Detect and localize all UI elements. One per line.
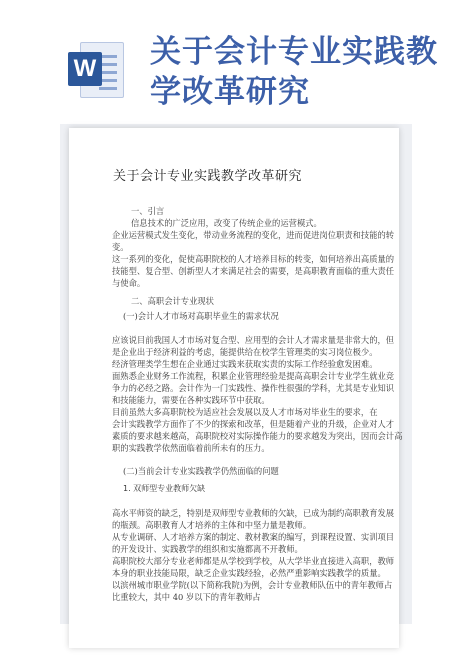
subsection-heading: (二)当前会计专业实践教学仍然面临的问题 [123,466,279,476]
document-title: 关于会计专业实践教学改革研究 [113,169,303,184]
paragraph-line: 和技能能力，需要在各种实践环节中获取。 [112,395,270,405]
paragraph-line: 以滨州城市职业学院(以下简称我院)为例，会计专业教师队伍中的青年教师占 [112,580,393,590]
paragraph-line: 目前虽然大多高职院校为适应社会发展以及人才市场对毕业生的要求，在 [112,407,378,417]
paragraph-line: 职的实践教学依然面临着前所未有的压力。 [112,443,270,453]
paragraph-line: 技能型、复合型、创新型人才来满足社会的需要，是高职教育面临的重大责任 [112,266,395,276]
paragraph-line: 的开发设计、实践教学的组织和实施都离不开教师。 [112,544,303,554]
paragraph-line: 本身的职业技能局限，缺乏企业实践经验，必然严重影响实践教学的质量。 [112,568,386,578]
paragraph-line: 高水平师资的缺乏，特别是双师型专业教师的欠缺，已成为制约高职教育发展 [112,508,395,518]
paragraph-line: 比重较大，其中 40 岁以下的青年教师占 [112,592,261,602]
paragraph-line: 争力的必经之路。会计作为一门实践性、操作性很强的学科，尤其是专业知识 [112,383,395,393]
word-icon [68,40,124,98]
paragraph-line: 高职院校大部分专业老师都是从学校到学校，从大学毕业直接进入高职，教师 [112,556,395,566]
page-title: 关于会计专业实践教学改革研究 [150,34,438,110]
subsection-heading: (一)会计人才市场对高职毕业生的需求状况 [123,311,279,321]
paragraph-line: 从专业调研、人才培养方案的制定、教材教案的编写，到课程设置、实训项目 [112,532,395,542]
header-banner [0,0,474,110]
word-badge: W [68,52,102,86]
document-preview [69,128,403,648]
paragraph-line: 企业运营模式发生变化，带动业务流程的变化，进而促进岗位职责和技能的转 [112,230,395,240]
paragraph-line: 与使命。 [112,278,146,288]
paragraph-line: 信息技术的广泛应用，改变了传统企业的运营模式。 [131,218,322,228]
paragraph-line: 这一系列的变化，促使高职院校的人才培养目标的转变，如何培养出高质量的 [112,254,395,264]
paragraph-line: 面熟悉企业财务工作流程，积累企业管理经验是提高高职会计专业学生就业竞 [112,371,395,381]
paragraph-line: 素质的要求越来越高，高职院校对实际操作能力的要求越发为突出，因而会计高 [112,431,403,441]
section-heading: 二、高职会计专业现状 [131,296,214,306]
subsection-heading: 1. 双师型专业教师欠缺 [123,484,206,493]
paragraph-line: 应该说目前我国人才市场对复合型、应用型的会计人才需求量是非常大的，但 [112,335,395,345]
paragraph-line: 是企业出于经济利益的考虑，能提供给在校学生管理类的实习岗位极少。 [112,347,378,357]
paragraph-line: 的瓶颈。高职教育人才培养的主体和中坚力量是教师。 [112,520,312,530]
paragraph-line: 会计实践教学方面作了不少的探索和改革，但是随着产业的升级，企业对人才 [112,419,395,429]
paragraph-line: 经济管理类学生想在企业通过实践来获取实责的实际工作经验愈发困难。 [112,359,378,369]
section-heading: 一、引言 [131,206,165,216]
paragraph-line: 变。 [112,242,129,252]
